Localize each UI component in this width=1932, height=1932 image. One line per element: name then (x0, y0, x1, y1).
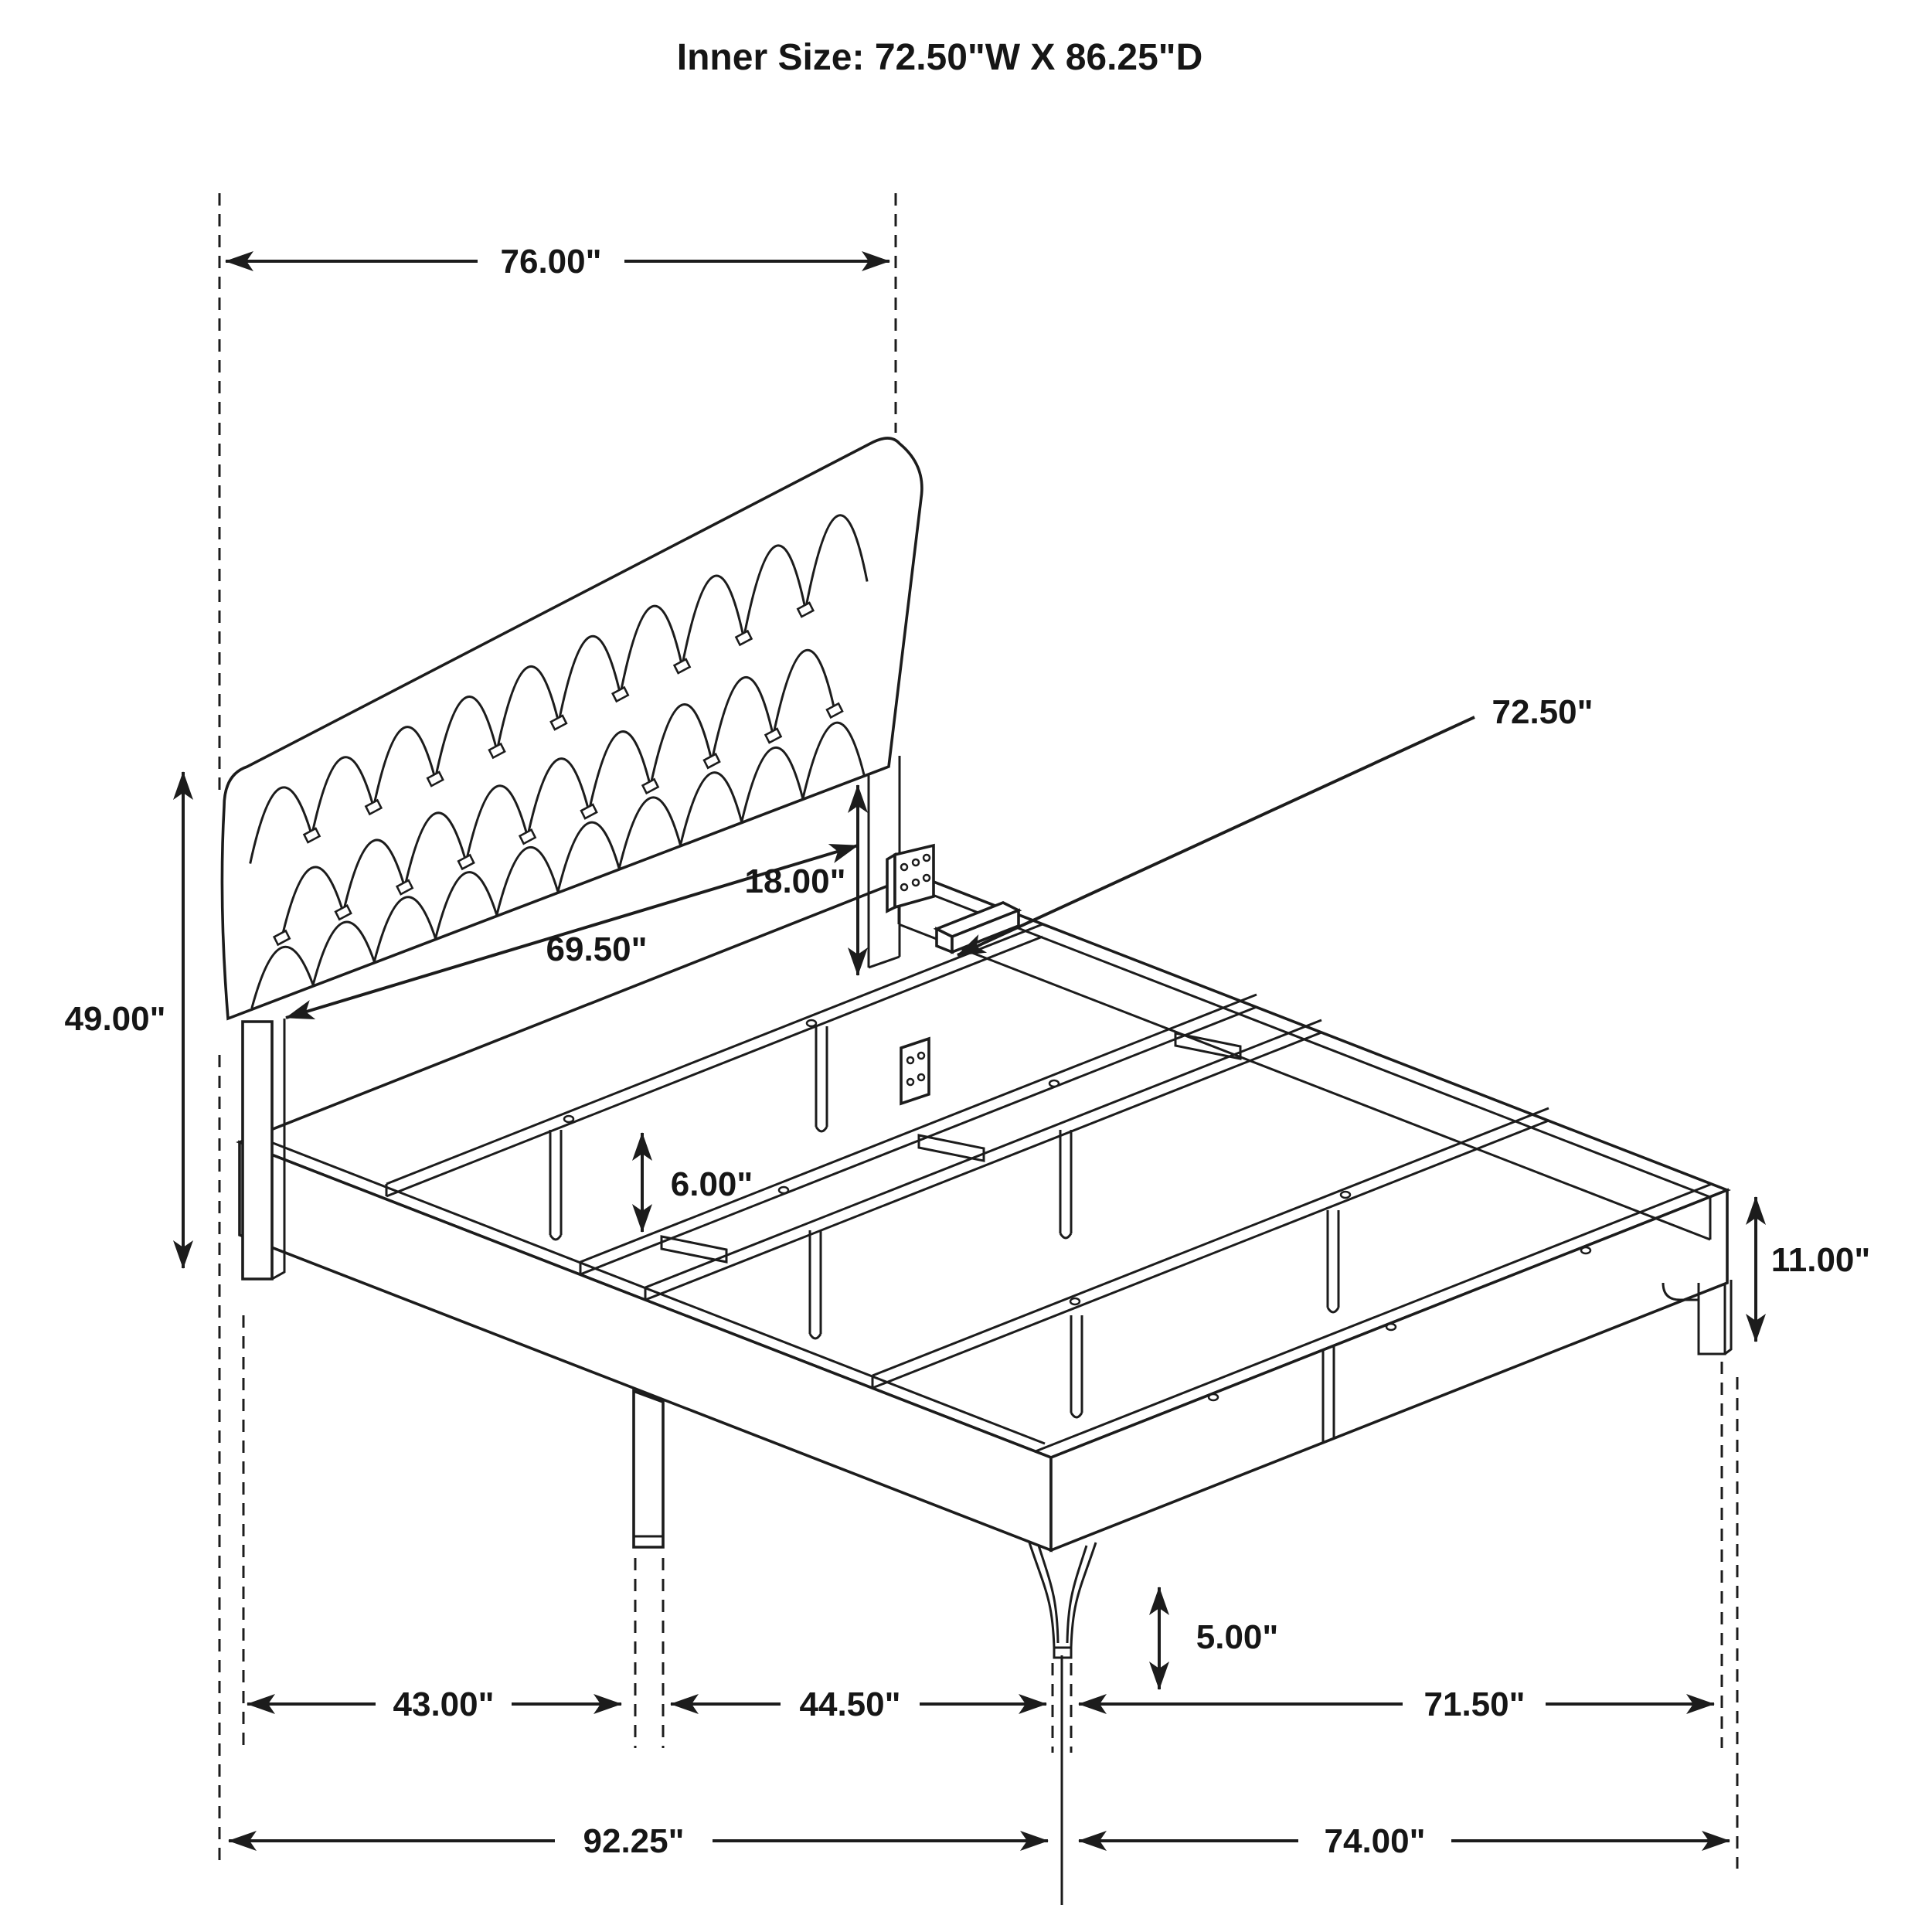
dim-44-5 (671, 1685, 1046, 1723)
dim-11-label: 11.00" (1770, 1241, 1871, 1279)
page-title: Inner Size: 72.50"W X 86.25"D (676, 37, 1203, 78)
dim-76 (226, 243, 889, 281)
dim-76-label: 76.00" (500, 243, 602, 281)
bracket-hole (913, 859, 919, 866)
cross-rail-hole (779, 1187, 788, 1193)
dim-71-5-label: 71.50" (1423, 1685, 1526, 1723)
dim-6-label: 6.00" (670, 1165, 753, 1203)
mid-wood-leg (634, 1391, 663, 1547)
dim-43 (247, 1685, 621, 1723)
cross-rail-hole (1341, 1192, 1350, 1198)
bed-frame (222, 438, 1731, 1658)
bracket-hole (901, 864, 907, 870)
dim-74-label: 74.00" (1324, 1822, 1426, 1860)
dim-49-label: 49.00" (64, 1000, 166, 1038)
dim-5 (1159, 1587, 1278, 1689)
cross-rail-hole (807, 1020, 816, 1026)
cross-rail-hole (1070, 1298, 1080, 1304)
cross-rail-hole (1049, 1080, 1059, 1087)
bracket-hole (918, 1053, 924, 1059)
bracket-hole (901, 884, 907, 890)
platform (240, 875, 1727, 1550)
dim-71-5 (1079, 1685, 1714, 1723)
hanger-plate (901, 1039, 929, 1104)
dim-92-25 (229, 1822, 1048, 1860)
dim-72-5-label: 72.50" (1492, 693, 1594, 731)
dim-92-25-label: 92.25" (583, 1822, 685, 1860)
dim-18-label: 18.00" (744, 862, 846, 900)
dim-43-label: 43.00" (393, 1685, 495, 1723)
dim-44-5-label: 44.50" (799, 1685, 901, 1723)
bracket-hole (918, 1074, 924, 1080)
bracket-hole (923, 855, 930, 861)
front-metal-leg (1029, 1543, 1096, 1658)
dim-49 (65, 772, 183, 1268)
dim-69-5-label: 69.50" (546, 930, 648, 968)
rail-screw-hole (1386, 1324, 1396, 1330)
dim-72-5 (957, 693, 1593, 955)
bracket-hole (907, 1057, 913, 1063)
rail-screw-hole (1209, 1394, 1218, 1400)
cross-rail-hole (564, 1116, 573, 1122)
dim-5-label: 5.00" (1196, 1618, 1279, 1656)
rail-hanger-bracket (901, 1039, 929, 1104)
bracket-hole (907, 1079, 913, 1085)
bracket-hole (923, 875, 930, 881)
dim-74 (1079, 1822, 1730, 1860)
dim-11 (1756, 1197, 1870, 1342)
left-post-front (243, 1022, 272, 1279)
front-leg-outline (1029, 1543, 1096, 1658)
bracket-hole (913, 879, 919, 886)
rail-screw-hole (1581, 1247, 1590, 1253)
